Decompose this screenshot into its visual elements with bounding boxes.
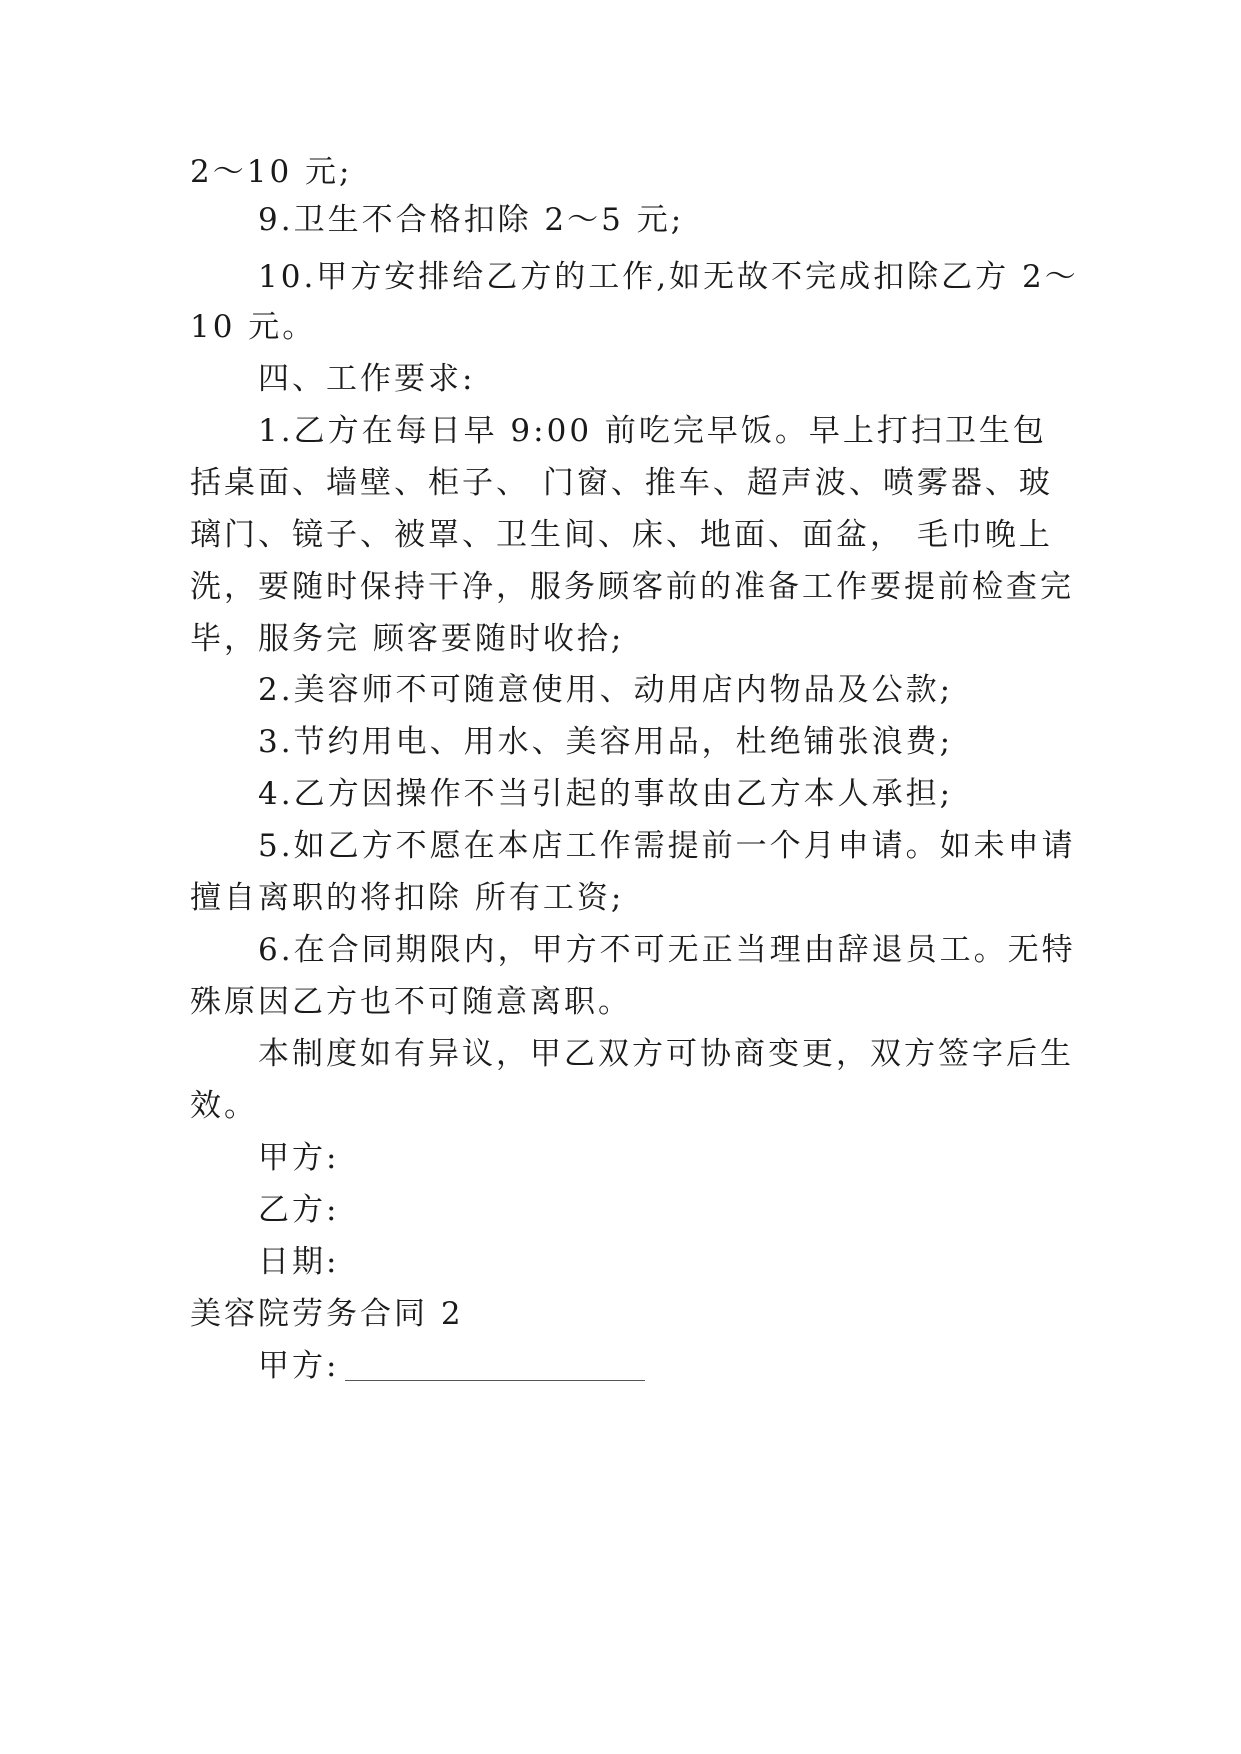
text-line-req-6: 6.在合同期限内，甲方不可无正当理由辞退员工。无特: [258, 932, 1076, 968]
text-line-item-9: 9.卫生不合格扣除 2～5 元;: [258, 202, 685, 238]
signature-party-b-label: 乙方:: [258, 1192, 340, 1228]
contract-2-title: 美容院劳务合同 2: [190, 1296, 464, 1332]
text-line-req-5-cont: 擅自离职的将扣除 所有工资;: [190, 880, 625, 916]
party-a-blank-line: [345, 1379, 645, 1381]
text-line-amendment-clause-cont: 效。: [190, 1088, 258, 1124]
text-line-req-1-cont-2: 璃门、镜子、被罩、卫生间、床、地面、面盆， 毛巾晚上: [190, 517, 1053, 553]
text-line-item-10-cont: 10 元。: [190, 309, 317, 345]
section-heading-work-requirements: 四、工作要求:: [258, 361, 476, 397]
contract-2-party-a-label: 甲方:: [258, 1348, 340, 1384]
text-line-req-1-cont-1: 括桌面、墙壁、柜子、 门窗、推车、超声波、喷雾器、玻: [190, 465, 1053, 501]
text-line-req-1: 1.乙方在每日早 9:00 前吃完早饭。早上打扫卫生包: [258, 413, 1047, 449]
text-line-req-1-cont-4: 毕，服务完 顾客要随时收拾;: [190, 621, 625, 657]
signature-date-label: 日期:: [258, 1244, 340, 1280]
signature-party-a-label: 甲方:: [258, 1140, 340, 1176]
text-line-fine-2-10: 2～10 元;: [190, 154, 353, 190]
text-line-req-6-cont: 殊原因乙方也不可随意离职。: [190, 984, 632, 1020]
text-line-req-2: 2.美容师不可随意使用、动用店内物品及公款;: [258, 672, 954, 708]
text-line-req-1-cont-3: 洗，要随时保持干净，服务顾客前的准备工作要提前检查完: [190, 569, 1074, 605]
text-line-item-10: 10.甲方安排给乙方的工作,如无故不完成扣除乙方 2～: [258, 259, 1079, 295]
text-line-req-5: 5.如乙方不愿在本店工作需提前一个月申请。如未申请: [258, 828, 1076, 864]
text-line-amendment-clause: 本制度如有异议，甲乙双方可协商变更，双方签字后生: [258, 1036, 1074, 1072]
contract-2-party-a-row: [258, 1346, 645, 1386]
text-line-req-4: 4.乙方因操作不当引起的事故由乙方本人承担;: [258, 776, 954, 812]
text-line-req-3: 3.节约用电、用水、美容用品，杜绝铺张浪费;: [258, 724, 954, 760]
